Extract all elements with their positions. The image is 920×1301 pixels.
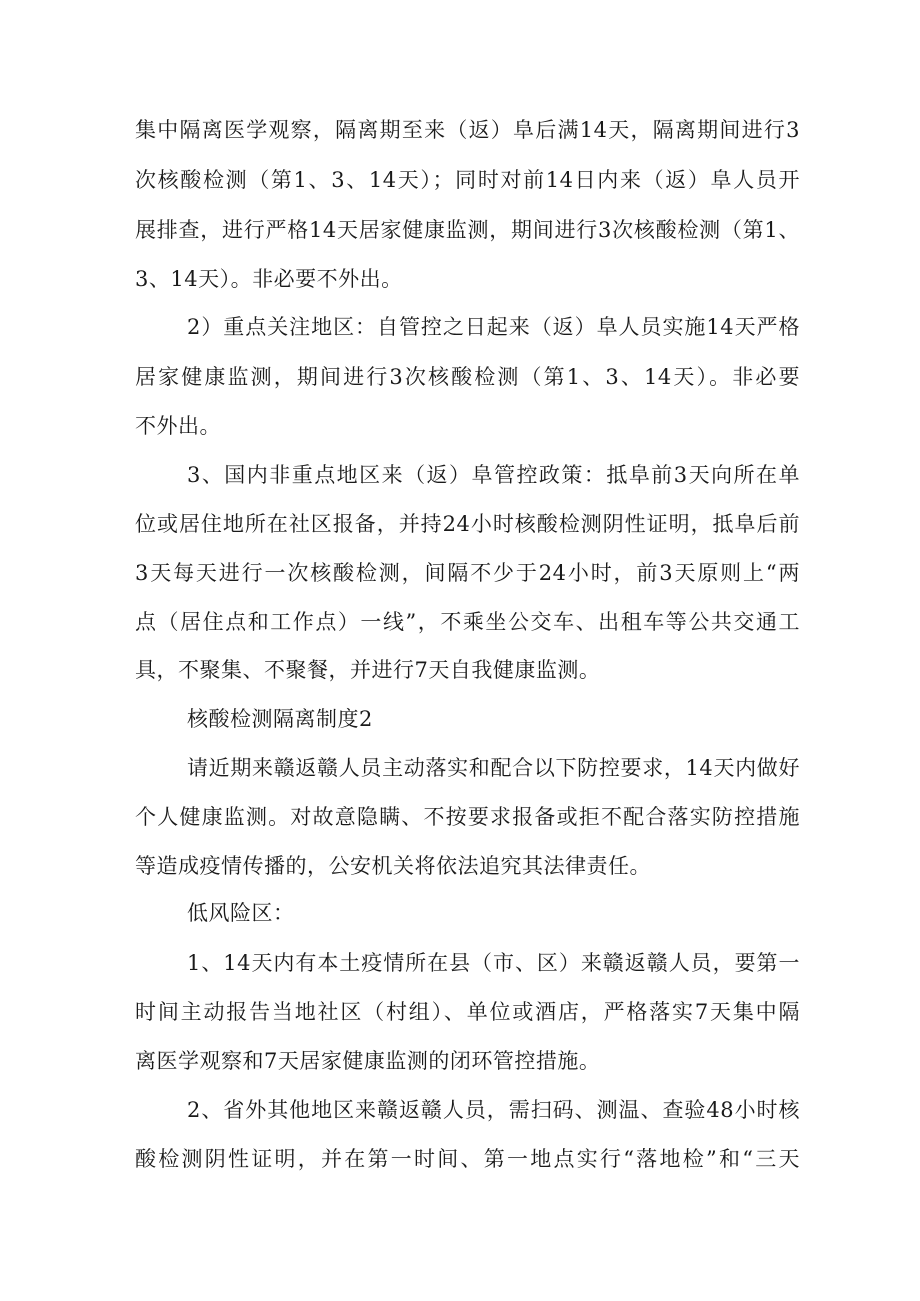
text-line-15: 个人健康监测。对故意隐瞒、不按要求报备或拒不配合落实防控措施 [135, 805, 800, 829]
text-line-16: 等造成疫情传播的，公安机关将依法追究其法律责任。 [135, 854, 651, 878]
text-line-2: 次核酸检测（第1、3、14天）；同时对前14日内来（返）阜人员开 [135, 168, 800, 192]
text-line-21: 2、省外其他地区来赣返赣人员，需扫码、测温、查验48小时核 [187, 1098, 800, 1122]
text-line-20: 离医学观察和7天居家健康监测的闭环管控措施。 [135, 1049, 601, 1073]
text-line-11: 点（居住点和工作点）一线”，不乘坐公交车、出租车等公共交通工 [135, 610, 800, 634]
text-line-1: 集中隔离医学观察，隔离期至来（返）阜后满14天，隔离期间进行3 [135, 118, 800, 142]
text-line-18: 1、14天内有本土疫情所在县（市、区）来赣返赣人员，要第一 [187, 951, 800, 975]
section-heading: 核酸检测隔离制度2 [187, 707, 373, 731]
text-line-19: 时间主动报告当地社区（村组）、单位或酒店，严格落实7天集中隔 [135, 1000, 800, 1024]
text-line-7: 不外出。 [135, 414, 221, 438]
text-line-3: 展排查，进行严格14天居家健康监测，期间进行3次核酸检测（第1、 [135, 218, 800, 242]
text-line-12: 具，不聚集、不聚餐，并进行7天自我健康监测。 [135, 658, 601, 682]
text-line-9: 位或居住地所在社区报备，并持24小时核酸检测阴性证明，抵阜后前 [135, 512, 800, 536]
text-line-4: 3、14天）。非必要不外出。 [135, 267, 403, 291]
subheading-low-risk: 低风险区： [187, 901, 295, 925]
text-line-14: 请近期来赣返赣人员主动落实和配合以下防控要求，14天内做好 [187, 756, 800, 780]
text-line-6: 居家健康监测，期间进行3次核酸检测（第1、3、14天）。非必要 [135, 365, 800, 389]
text-line-22: 酸检测阴性证明，并在第一时间、第一地点实行“落地检”和“三天 [135, 1147, 800, 1171]
text-line-8: 3、国内非重点地区来（返）阜管控政策：抵阜前3天向所在单 [187, 463, 800, 487]
text-line-5: 2）重点关注地区：自管控之日起来（返）阜人员实施14天严格 [187, 315, 800, 339]
text-line-10: 3天每天进行一次核酸检测，间隔不少于24小时，前3天原则上“两 [135, 561, 800, 585]
